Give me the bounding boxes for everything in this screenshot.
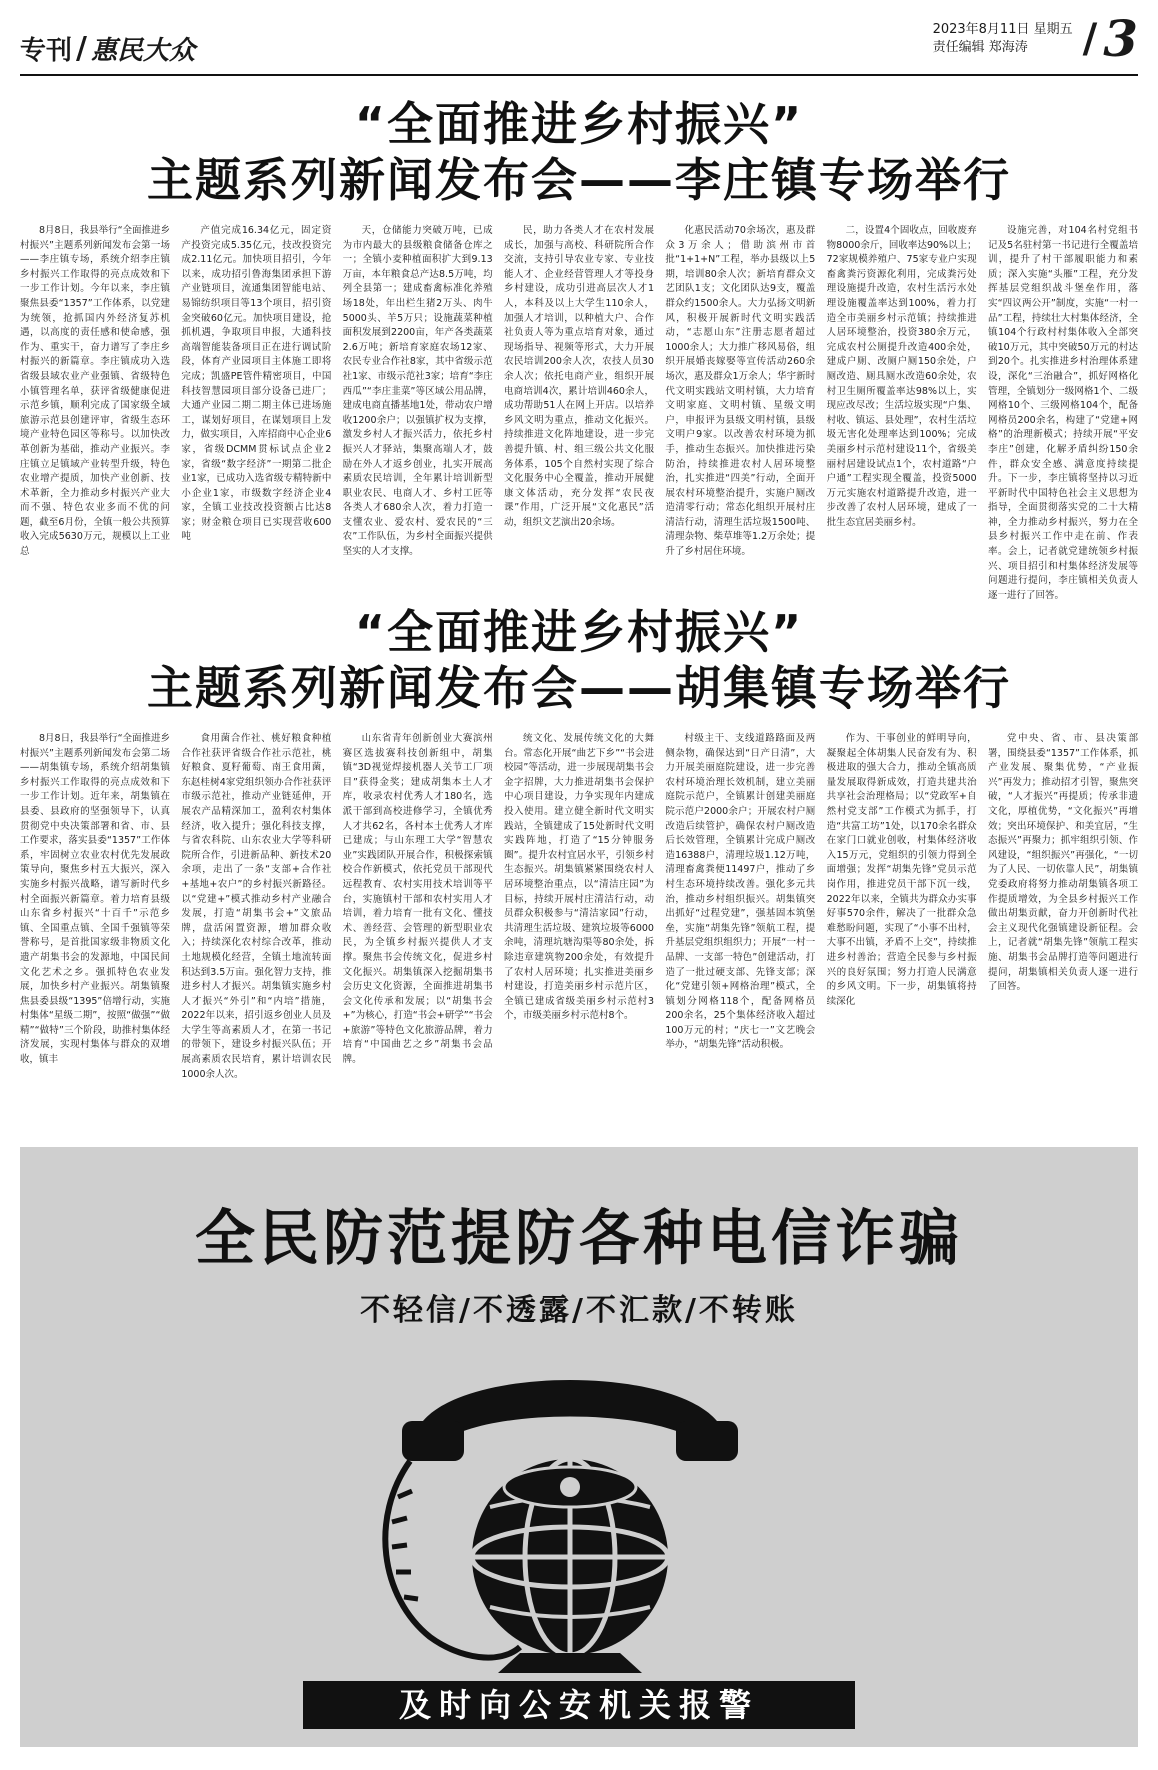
article1-headline-line1: “全面推进乡村振兴” [354, 97, 804, 151]
article2-column [181, 732, 331, 1132]
article1-body [20, 224, 1138, 601]
article2-paragraph: 食用菌合作社、桃好粮食种植合作社获评省级合作社示范社，桃好粮食、夏籽葡萄、南王食用菌，东赵桂树4家党组织领办合作社获评市级示范社，推动产业链延伸，开展农产品精深加工，盈利农村集体经济，收入提升；强化科技支撑，与省农科院、山东农业大学等科研院所合作，引进新品种、新技术20余项，走出了一条“支部+合作社+基地+农户”的乡村振兴新路径。以“党建+”模式推动乡村产业融合发展，打造“胡集书会+”文旅品牌，盘活闲置资源，增加群众收入；持续深化农村综合改革，推动土地规模化经营，全镇土地流转面积达到3.5万亩。强化智力支持，推进乡村人才振兴。胡集镇实施乡村人才振兴“外引”和“内培”措施，2022年以来，招引返乡创业人员及大学生等高素质人才，在第一书记的带领下，建设乡村振兴队伍；开展高素质农民培育，累计培训农民1000余人次。 [181, 733, 332, 1080]
masthead [20, 8, 1138, 70]
article2-headline-line2: 主题系列新闻发布会——胡集镇专场举行 [147, 661, 1011, 715]
header-rule [20, 74, 1138, 76]
article1-headline [20, 96, 1138, 208]
article2-paragraph: 党中央、省、市、县决策部署，围绕县委“1357”工作体系，抓产业发展、聚集优势，“产业振兴”再发力；推动招才引智，聚焦突破，“人才振兴”再提质；传承非遗文化，厚植优势，“文化振兴”再增效；突出环境保护、和美宜居，“生态振兴”再聚力；抓牢组织引领、作风建设，“组织振兴”再强化，“一切为了人民、一切依靠人民”，胡集镇党委政府将努力推动胡集镇各项工作提质增效，为全县乡村振兴工作做出胡集贡献，奋力开创新时代社会主义现代化强镇建设新征程。会上，记者就“胡集先锋”领航工程实施、胡集书会品牌打造等问题进行提问，胡集镇相关负责人逐一进行了回答。 [987, 733, 1138, 993]
masthead-right [932, 9, 1138, 68]
article2-paragraph: 统文化、发展传统文化的大舞台。常态化开展“曲艺下乡”“书会进校园”等活动，进一步展现胡集书会金字招牌，大力推进胡集书会保护中心项目建设，力争实现年内建成投入使用。建立健全新时代文明实践站，全镇建成了15处新时代文明实践阵地，打造了“15分钟服务圈”。提升农村宜居水平，引领乡村生态振兴。胡集镇紧紧围绕农村人居环境整治重点，以“清洁庄园”为目标，持续开展村庄清洁行动，动员群众积极参与“清洁家园”行动，共清理生活垃圾、建筑垃圾等6000余吨，清理坑塘沟渠等80余处，拆除违章建筑物200余处，有效提升了农村人居环境；扎实推进美丽乡村建设，打造美丽乡村示范片区，全镇已建成省级美丽乡村示范村3个，市级美丽乡村示范村8个。 [503, 733, 654, 1022]
article1-paragraph: 二，设置4个固收点，回收废弃物8000余斤，回收率达90%以上；72家规模养殖户、75家专业户实现畜禽粪污资源化利用，完成粪污处理设施提升改造，农村生活污水处理设施覆盖率达到100%，着力打造全市美丽乡村示范镇；持续推进人居环境整治，投资380余万元，完成农村公厕提升改造400余处，建成户厕、改厕户厕150余处，户厕改造、厕具厕水改造60余处，农村卫生厕所覆盖率达98%以上，实现应改尽改；生活垃圾实现“户集、村收、镇运、县处理”，农村生活垃圾无害化处理率达到100%；完成美丽乡村示范村建设11个，省级美丽村居建设试点1个，农村道路“户户通”工程实现全覆盖，投资5000万元实施农村道路提升改造，进一步改善了农村人居环境，建成了一批生态宜居美丽乡村。 [826, 225, 977, 528]
article2-column [504, 732, 654, 1132]
article2-paragraph: 村级主干、支线道路路面及两侧杂物，确保达到“日产日清”，大力开展美丽庭院建设，进一步完善农村环境治理长效机制，建立美丽庭院示范户，全镇累计创建美丽庭院示范户2000余户；开展农村户厕改造后续管护，确保农村户厕改造后长效管理，全镇累计完成户厕改造16388户，清理垃圾1.12万吨，清理畜禽粪便11497户，推动了乡村生态环境持续改善。强化多元共治，推动乡村组织振兴。胡集镇突出抓好“过程党建”，强基固本筑堡垒，实施“胡集先锋”领航工程，提升基层党组织组织力；开展“一村一品牌、一支部一特色”创建活动，打造了一批过硬支部、先锋支部；深化“党建引领+网格治理”模式，全镇划分网格118个，配备网格员200余名，25个集体经济收入超过100万元的村；“庆七一”文艺晚会举办，“胡集先锋”活动积极。 [665, 733, 816, 1051]
anti-fraud-banner [20, 1147, 1138, 1747]
banner-subtitle: 不轻信/不透露/不汇款/不转账 [360, 1293, 798, 1328]
editor-credit: 责任编辑 郑海涛 [932, 40, 1028, 55]
article2-headline [20, 604, 1138, 716]
masthead-left [20, 30, 195, 67]
article1-column [987, 224, 1138, 601]
issue-info [933, 21, 1073, 57]
page-number: 3 [1103, 9, 1138, 68]
paper-name: 惠民大众 [90, 36, 195, 66]
page-slash-icon: / [1082, 16, 1098, 62]
article1-paragraph: 8月8日，我县举行“全面推进乡村振兴”主题系列新闻发布会第一场——李庄镇专场，系统介绍李庄镇乡村振兴工作取得的亮点成效和下一步工作计划。今年以来，李庄镇聚焦县委“1357”工作体系，以党建为统领，抢抓国内外经济复苏机遇，以高度的责任感和使命感，强作为、重实干，奋力谱写了李庄乡村振兴的新篇章。李庄镇成功入选省级县域农业产业强镇、省级特色小镇管理名单，获评省级健康促进示范乡镇，顺利完成了国家级全域旅游示范县创建评审，省级生态环境产业特色园区等称号。以加快改革创新为基础，推动产业振兴。李庄镇立足镇域产业转型升级，特色农业增产提质，加快产业创新、技术革新，全力推动乡村振兴产业大而不强、特色农业多而不优的问题，截至6月份，全镇一般公共预算收入完成5630万元，规模以上工业总 [20, 225, 171, 558]
article1-paragraph: 民，助力各类人才在农村发展成长，加强与高校、科研院所合作交流，支持引导农业专家、专业技能人才、企业经营管理人才等投身乡村建设，成功引进高层次人才1人，本科及以上大学生110余人，加强人才培训，以种植大户、合作社负责人等为重点培育对象，通过现场指导、视频等形式，大力开展农民培训200余人次，农技人员30余人次；依托电商产业，组织开展电商培训4次，累计培训460余人，成功帮助51人在网上开店。以培养乡风文明为重点，推动文化振兴。持续推进文化阵地建设，进一步完善提升镇、村、组三级公共文化服务体系，105个自然村实现了综合文化服务中心全覆盖，推动开展健康文体活动，充分发挥“农民夜课”作用，广泛开展“文化惠民”活动，组织文艺演出20余场。 [503, 225, 654, 528]
article2-column [20, 732, 170, 1132]
issue-date: 2023年8月11日 星期五 [932, 22, 1073, 37]
article1-column [20, 224, 170, 588]
article2-column [988, 732, 1138, 1132]
article1-headline-line2: 主题系列新闻发布会——李庄镇专场举行 [147, 153, 1011, 207]
article1-column [665, 224, 815, 588]
article2-paragraph: 作为、干事创业的鲜明导向，凝聚起全体胡集人民奋发有为、积极进取的强大合力，推动全镇高质量发展取得新成效，打造共建共治共享社会治理格局；以“党政军+自然村党支部”工作模式为抓手，打造“共富工坊”1处，以170余名群众在家门口就业创收，村集体经济收入15万元，党组织的引领力得到全面增强；发挥“胡集先锋”党员示范岗作用，推进党员干部下沉一线，2022年以来，全镇共为群众办实事好事570余件，解决了一批群众急难愁盼问题，实现了“小事不出村，大事不出镇，矛盾不上交”，持续推进乡村善治；营造全民参与乡村振兴的良好氛围；努力打造人民满意的乡风文明。下一步，胡集镇将持续深化 [826, 733, 977, 1007]
article1-column [343, 224, 493, 588]
article1-column [181, 224, 331, 588]
article1-paragraph: 化惠民活动70余场次，惠及群众3万余人；借助滨州市首批“1+1+N”工程，举办县级以上5期，培训80余人次；新培育群众文艺团队1支；文化团队达9支，覆盖群众约1500余人。大力弘扬文明新风，积极开展新时代文明实践活动，“志愿山东”注册志愿者超过1000余人；大力推广移风易俗，组织开展婚丧嫁娶等宣传活动260余场次，惠及群众1万余人；华宇新时代文明实践站文明村镇，大力培育文明家庭、文明村镇、星级文明户，申报评为县级文明村镇，县级文明户9家。以改善农村环境为抓手，推动生态振兴。加快推进污染防治，持续推进农村人居环境整治，扎实推进“四美”行动，全面开展农村环境整治提升，实施户厕改造清零行动；常态化组织开展村庄清洁行动，清理生活垃圾1500吨、清理杂物、柴草堆等1.2万余处；提升了乡村居住环境。 [665, 225, 816, 558]
article2-column [665, 732, 815, 1132]
article1-column [504, 224, 654, 588]
article2-column [343, 732, 493, 1132]
article1-paragraph: 设施完善，对104名村党组书记及5名驻村第一书记进行全覆盖培训，提升了村干部履职能力和素质；深入实施“头雁”工程，充分发挥基层党组织战斗堡垒作用，落实“四议两公开”制度，实施“一村一品”工程，持续壮大村集体经济，全镇104个行政村村集体收入全部突破10万元，其中突破50万元的村达到20个。扎实推进乡村治理体系建设，深化“三治融合”，抓好网格化管理，全镇划分一级网格1个、二级网格10个、三级网格104个，配备网格员200余名，构建了“党建+网格”的治理新模式；持续开展“平安李庄”创建，化解矛盾纠纷150余件，群众安全感、满意度持续提升。下一步，李庄镇将坚持以习近平新时代中国特色社会主义思想为指导，全面贯彻落实党的二十大精神，全力推动乡村振兴，努力在全县乡村振兴工作中走在前、作表率。会上，记者就党建统领乡村振兴、项目招引和村集体经济发展等问题进行提问，李庄镇相关负责人逐一进行了回答。 [987, 225, 1138, 601]
article1-paragraph: 天，仓储能力突破万吨，已成为市内最大的县级粮食储备仓库之一；全镇小麦种植面积扩大到9.13万亩，本年粮食总产达8.5万吨，均列全县第一；建成畜禽标准化养殖场18处，年出栏生猪2万头、肉牛5000头、羊5万只；设施蔬菜种植面积发展到2200亩，年产各类蔬菜2.6万吨；新培育家庭农场12家、农民专业合作社8家，其中省级示范社1家、市级示范社3家；培育“李庄西瓜”“李庄韭菜”等区域公用品牌，建成电商直播基地1处，带动农户增收1200余户；以强镇扩权为支撑，激发乡村人才振兴活力，依托乡村振兴人才驿站，集聚高端人才，鼓励在外人才返乡创业，扎实开展高素质农民培训，全年累计培训新型职业农民、电商人才、乡村工匠等各类人才680余人次，着力打造一支懂农业、爱农村、爱农民的“三农”工作队伍，为乡村全面振兴提供坚实的人才支撑。 [342, 225, 493, 558]
article1-column [827, 224, 977, 588]
banner-title: 全民防范提防各种电信诈骗 [195, 1204, 963, 1274]
article2-paragraph: 8月8日，我县举行“全面推进乡村振兴”主题系列新闻发布会第二场——胡集镇专场，系统介绍胡集镇乡村振兴工作取得的亮点成效和下一步工作计划。近年来，胡集镇在县委、县政府的坚强领导下，认真贯彻党中央决策部署和省、市、县工作要求，落实县委“1357”工作体系，牢固树立农业农村优先发展政策导向，聚焦乡村五大振兴，深入实施乡村振兴战略，谱写新时代乡村全面振兴新篇章。着力培育县级山东省乡村振兴“十百千”示范乡镇、全国重点镇、全国千强镇等荣誉称号，是首批国家级非物质文化遗产胡集书会的发源地，中国民间文化艺术之乡。强抓特色农业发展，加快乡村产业振兴。胡集镇聚焦县委县级“1395”倍增行动，实施村集体“星级二期”，按照“做强”“做精”“做特”三个阶段，助推村集体经济发展，实现村集体与群众的双增收，镇丰 [20, 733, 171, 1066]
article2-column [827, 732, 977, 1132]
telephone-globe-icon [350, 1347, 790, 1677]
article2-paragraph: 山东省青年创新创业大赛滨州赛区选拔赛科技创新组中，胡集镇“3D视觉焊接机器人关节工厂项目”获得金奖；建成胡集本土人才库，收录农村优秀人才180名，选派干部到高校进修学习，全镇优秀人才共62名，各村本土优秀人才库已建成；与山东理工大学“智慧农业”实践团队开展合作，积极探索镇校合作新模式，依托党员干部现代远程教育、农村实用技术培训等平台，实施镇村干部和农村实用人才培训，着力培育一批有文化、懂技术、善经营、会管理的新型职业农民，为全镇乡村振兴提供人才支撑。聚焦书会传统文化，促进乡村文化振兴。胡集镇深入挖掘胡集书会历史文化资源，全面推进胡集书会文化传承和发展；以“胡集书会+”为核心，打造“书会+研学”“书会+旅游”等特色文化旅游品牌，着力培育“中国曲艺之乡”胡集书会品牌。 [342, 733, 493, 1066]
banner-report-police: 及时向公安机关报警 [303, 1681, 855, 1729]
article2-body [20, 732, 1138, 1132]
article1-paragraph: 产值完成16.34亿元，固定资产投资完成5.35亿元，技改投资完成2.11亿元。加快项目招引，今年以来，成功招引鲁海集团承担下游产业链项目，流通集团智能电站、易锦纺织项目等13个项目，招引资金突破60亿元。加快项目建设，抢抓机遇，争取项目申报，大通科技高端智能装备项目正在进行调试阶段，体育产业园项目主体施工即将完成；凯盛PE管件精密项目，中国科技智慧园项目部分设备已进厂；大通产业园二期二期主体已进场施工，谋划好项目，在谋划项目上发力，做实项目，入库招商中心企业6家，省级DCMM贯标试点企业2家，省级“数字经济”一期第二批企业1家，已成功入选省级专精特新中小企业1家，市级数字经济企业4家，全镇工业技改投资额占比达8家；财金粮仓项目已实现营收600吨 [181, 225, 332, 543]
masthead-slash-icon: / [76, 31, 87, 66]
section-name: 专刊 [20, 36, 73, 66]
article2-headline-line1: “全面推进乡村振兴” [354, 605, 804, 659]
